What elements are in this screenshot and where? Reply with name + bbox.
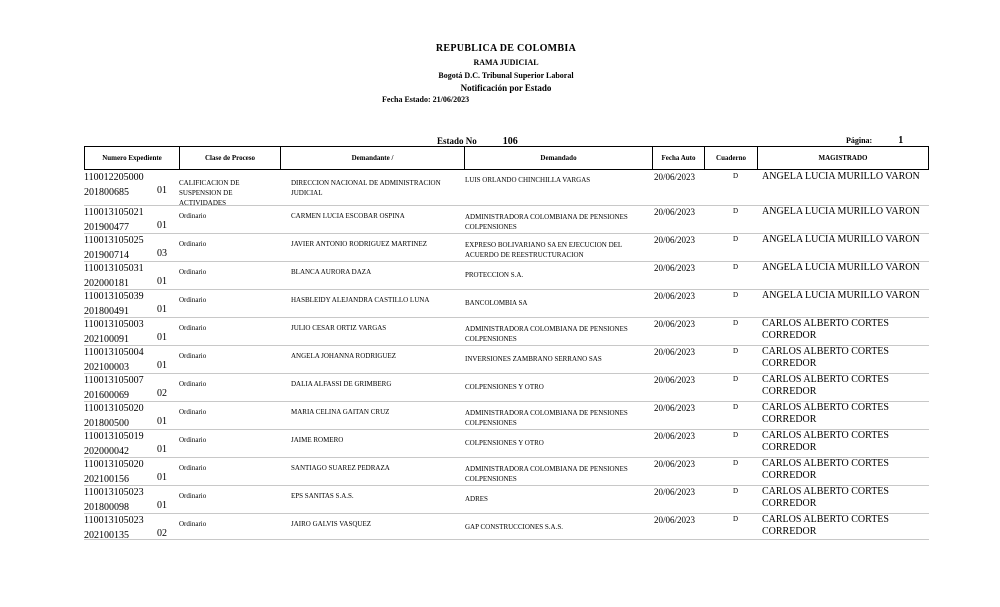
demandante: JAVIER ANTONIO RODRIGUEZ MARTINEZ: [291, 240, 428, 248]
fecha-auto: 20/06/2023: [654, 207, 696, 217]
demandado: PROTECCION S.A.: [465, 271, 524, 279]
fecha-auto: 20/06/2023: [654, 291, 696, 301]
clase-proceso: Ordinario: [179, 408, 207, 416]
expediente-suffix: 03: [157, 248, 167, 259]
magistrado: CARLOS ALBERTO CORTES CORREDOR: [762, 514, 889, 537]
demandante: BLANCA AURORA DAZA: [291, 268, 372, 276]
magistrado: ANGELA LUCIA MURILLO VARON: [762, 234, 920, 245]
demandante: HASBLEIDY ALEJANDRA CASTILLO LUNA: [291, 296, 430, 304]
clase-proceso: Ordinario: [179, 324, 207, 332]
table-header: [84, 146, 929, 170]
clase-proceso: Ordinario: [179, 296, 207, 304]
expediente-suffix: 01: [157, 185, 167, 196]
expediente-number-2: 202000042: [84, 446, 129, 457]
expediente-number-2: 202100003: [84, 362, 129, 373]
magistrado: CARLOS ALBERTO CORTES CORREDOR: [762, 318, 889, 341]
demandado: LUIS ORLANDO CHINCHILLA VARGAS: [465, 176, 591, 184]
expediente-suffix: 02: [157, 388, 167, 399]
fecha-estado: [382, 95, 469, 104]
table-row: [84, 205, 929, 234]
table-row: [84, 401, 929, 430]
estado-value: 106: [502, 136, 518, 147]
clase-proceso: Ordinario: [179, 436, 207, 444]
magistrado: CARLOS ALBERTO CORTES CORREDOR: [762, 458, 889, 481]
cuaderno: D: [733, 319, 739, 327]
magistrado: ANGELA LUCIA MURILLO VARON: [762, 290, 920, 301]
expediente-number: 110013105021: [84, 207, 144, 218]
doc-title: REPUBLICA DE COLOMBIA: [435, 43, 577, 54]
demandante: EPS SANITAS S.A.S.: [291, 492, 354, 500]
table-row: [84, 485, 929, 514]
clase-proceso: Ordinario: [179, 520, 207, 528]
magistrado: CARLOS ALBERTO CORTES CORREDOR: [762, 402, 889, 425]
demandado: BANCOLOMBIA SA: [465, 299, 528, 307]
col-magistrado: MAGISTRADO: [818, 154, 868, 162]
cuaderno: D: [733, 207, 739, 215]
expediente-number-2: 201800685: [84, 187, 129, 198]
table-row: [84, 170, 929, 206]
cuaderno: D: [733, 172, 739, 180]
clase-proceso: Ordinario: [179, 240, 207, 248]
clase-proceso: Ordinario: [179, 464, 207, 472]
table-row: [84, 373, 929, 402]
expediente-number-2: 201900477: [84, 222, 129, 233]
clase-proceso: Ordinario: [179, 268, 207, 276]
demandado: ADMINISTRADORA COLOMBIANA DE PENSIONES COLPENSIONES: [465, 465, 628, 483]
expediente-number: 110013105039: [84, 291, 144, 302]
magistrado: ANGELA LUCIA MURILLO VARON: [762, 206, 920, 217]
fecha-estado-value: 21/06/2023: [432, 95, 470, 104]
expediente-number-2: 202100156: [84, 474, 129, 485]
demandado: COLPENSIONES Y OTRO: [465, 439, 544, 447]
table-row: [84, 289, 929, 318]
expediente-number-2: 202100091: [84, 334, 129, 345]
clase-proceso: Ordinario: [179, 380, 207, 388]
col-cuaderno: Cuaderno: [705, 147, 758, 169]
expediente-suffix: 01: [157, 472, 167, 483]
expediente-suffix: 01: [157, 332, 167, 343]
col-demandado: Demandado: [465, 147, 653, 169]
pagina-value: 1: [898, 135, 904, 146]
magistrado: CARLOS ALBERTO CORTES CORREDOR: [762, 486, 889, 509]
demandante: DIRECCION NACIONAL DE ADMINISTRACION JUDICIAL: [291, 179, 441, 197]
fecha-auto: 20/06/2023: [654, 319, 696, 329]
fecha-auto: 20/06/2023: [654, 515, 696, 525]
expediente-number: 110013105020: [84, 459, 144, 470]
demandante: JULIO CESAR ORTIZ VARGAS: [291, 324, 387, 332]
expediente-suffix: 01: [157, 304, 167, 315]
expediente-suffix: 01: [157, 500, 167, 511]
magistrado: ANGELA LUCIA MURILLO VARON: [762, 262, 920, 273]
demandante: CARMEN LUCIA ESCOBAR OSPINA: [291, 212, 405, 220]
fecha-auto: 20/06/2023: [654, 375, 696, 385]
expediente-number: 110013105019: [84, 431, 144, 442]
fecha-auto: 20/06/2023: [654, 263, 696, 273]
demandado: GAP CONSTRUCCIONES S.A.S.: [465, 523, 563, 531]
demandante: JAIRO GALVIS VASQUEZ: [291, 520, 371, 528]
page-number: [846, 135, 903, 146]
expediente-number: 110013105023: [84, 515, 144, 526]
expediente-number: 110013105003: [84, 319, 144, 330]
col-demandante: Demandante /: [281, 147, 465, 169]
demandado: COLPENSIONES Y OTRO: [465, 383, 544, 391]
expediente-number-2: 201800491: [84, 306, 129, 317]
table-row: [84, 429, 929, 458]
demandado: ADMINISTRADORA COLOMBIANA DE PENSIONES COLPENSIONES: [465, 325, 628, 343]
demandado: EXPRESO BOLIVARIANO SA EN EJECUCION DEL ACUERDO DE REESTRUCTURACION: [465, 241, 622, 259]
cuaderno: D: [733, 431, 739, 439]
fecha-auto: 20/06/2023: [654, 459, 696, 469]
col-fecha-auto: Fecha Auto: [653, 147, 705, 169]
demandante: ANGELA JOHANNA RODRIGUEZ: [291, 352, 396, 360]
fecha-auto: 20/06/2023: [654, 347, 696, 357]
expediente-number: 110013105004: [84, 347, 144, 358]
cuaderno: D: [733, 263, 739, 271]
clase-proceso: CALIFICACION DE SUSPENSION DE ACTIVIDADES: [179, 179, 240, 207]
magistrado: CARLOS ALBERTO CORTES CORREDOR: [762, 430, 889, 453]
demandado: INVERSIONES ZAMBRANO SERRANO SAS: [465, 355, 602, 363]
expediente-number-2: 201900714: [84, 250, 129, 261]
fecha-auto: 20/06/2023: [654, 172, 696, 182]
col-clase: Clase de Proceso: [180, 147, 281, 169]
demandado: ADMINISTRADORA COLOMBIANA DE PENSIONES COLPENSIONES: [465, 213, 628, 231]
demandante: MARIA CELINA GAITAN CRUZ: [291, 408, 390, 416]
expediente-number-2: 201800098: [84, 502, 129, 513]
demandante: JAIME ROMERO: [291, 436, 344, 444]
fecha-auto: 20/06/2023: [654, 431, 696, 441]
cuaderno: D: [733, 235, 739, 243]
expediente-number: 110013105007: [84, 375, 144, 386]
expediente-number-2: 202100135: [84, 530, 129, 541]
estado-label: Estado No: [437, 136, 477, 146]
magistrado: CARLOS ALBERTO CORTES CORREDOR: [762, 374, 889, 397]
notice-title: Notificación por Estado: [460, 83, 552, 93]
fecha-auto: 20/06/2023: [654, 235, 696, 245]
magistrado: ANGELA LUCIA MURILLO VARON: [762, 171, 920, 182]
table-row: [84, 457, 929, 486]
cuaderno: D: [733, 487, 739, 495]
cuaderno: D: [733, 347, 739, 355]
expediente-number: 110013105025: [84, 235, 144, 246]
table-row: [84, 345, 929, 374]
clase-proceso: Ordinario: [179, 212, 207, 220]
expediente-number-2: 201600069: [84, 390, 129, 401]
expediente-number: 110013105020: [84, 403, 144, 414]
expediente-number: 110012205000: [84, 172, 144, 183]
expediente-suffix: 02: [157, 528, 167, 539]
expediente-suffix: 01: [157, 360, 167, 371]
expediente-number-2: 202000181: [84, 278, 129, 289]
expediente-number-2: 201800500: [84, 418, 129, 429]
pagina-label: Página:: [846, 136, 873, 145]
demandado: ADMINISTRADORA COLOMBIANA DE PENSIONES COLPENSIONES: [465, 409, 628, 427]
cuaderno: D: [733, 403, 739, 411]
expediente-suffix: 01: [157, 220, 167, 231]
clase-proceso: Ordinario: [179, 352, 207, 360]
demandante: SANTIAGO SUAREZ PEDRAZA: [291, 464, 390, 472]
expediente-suffix: 01: [157, 444, 167, 455]
expediente-number: 110013105023: [84, 487, 144, 498]
doc-subtitle: RAMA JUDICIAL: [473, 58, 539, 67]
cuaderno: D: [733, 459, 739, 467]
demandado: ADRES: [465, 495, 488, 503]
expediente-number: 110013105031: [84, 263, 144, 274]
table-row: [84, 317, 929, 346]
magistrado: CARLOS ALBERTO CORTES CORREDOR: [762, 346, 889, 369]
table-row: [84, 233, 929, 262]
table-row: [84, 261, 929, 290]
clase-proceso: Ordinario: [179, 492, 207, 500]
fecha-estado-label: Fecha Estado:: [382, 95, 431, 104]
cuaderno: D: [733, 515, 739, 523]
demandante: DALIA ALFASSI DE GRIMBERG: [291, 380, 392, 388]
court-name: Bogotá D.C. Tribunal Superior Laboral: [438, 71, 574, 80]
expediente-suffix: 01: [157, 276, 167, 287]
col-expediente: Numero Expediente: [85, 147, 180, 169]
table-row: [84, 513, 929, 540]
cuaderno: D: [733, 375, 739, 383]
fecha-auto: 20/06/2023: [654, 487, 696, 497]
expediente-suffix: 01: [157, 416, 167, 427]
cuaderno: D: [733, 291, 739, 299]
fecha-auto: 20/06/2023: [654, 403, 696, 413]
